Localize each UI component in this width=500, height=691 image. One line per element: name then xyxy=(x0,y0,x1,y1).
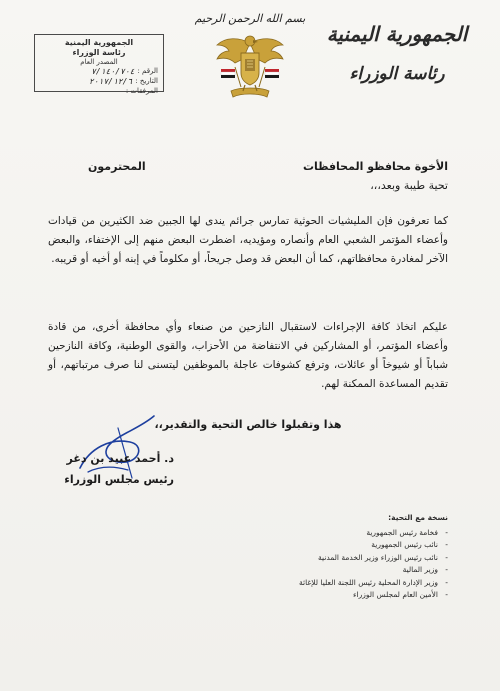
basmala: بسم الله الرحمن الرحيم xyxy=(194,12,306,25)
greeting: تحية طيبة وبعد،،، xyxy=(370,179,448,192)
republic-title: الجمهورية اليمنية xyxy=(326,22,468,46)
stamp-date-value: ٢٠١٧/١٢/٦ xyxy=(88,76,133,86)
reference-stamp xyxy=(34,34,164,95)
body-paragraph-2: عليكم اتخاذ كافة الإجراءات لاستقبال النازحين من صنعاء وأي محافظة أخرى، من قادة وأعضاء المؤتمر، أو المشاركين في الانتفاضة من الأحزاب، والقوى الوطنية، وكافة النازحين شباباً أو شيوخاً أو عائلات، وترفع كشوفات عاجلة بالموظفين ليتسنى لنا صرف مرتباتهم، أو تقديم المساعدة الممكنة لهم. xyxy=(48,321,448,390)
yemen-eagle-emblem-icon xyxy=(213,29,287,111)
cc-item: - وزير المالية xyxy=(228,564,448,577)
cc-item: - نائب رئيس الجمهورية xyxy=(228,539,448,552)
stamp-title-line1: الجمهورية اليمنية xyxy=(64,38,134,47)
cc-item: - الأمين العام لمجلس الوزراء xyxy=(228,589,448,602)
honorific: المحترمون xyxy=(88,160,146,173)
stamp-title-line3: المصدر العام xyxy=(80,58,118,66)
signer-name: د. أحمد عبيد بن دغر xyxy=(66,452,174,465)
cc-item: - فخامة رئيس الجمهورية xyxy=(228,527,448,540)
signer-block xyxy=(54,448,174,490)
cc-item: - نائب رئيس الوزراء وزير الخدمة المدنية xyxy=(228,552,448,565)
addressee-block xyxy=(48,160,448,192)
letterhead-right xyxy=(322,22,472,84)
stamp-date-label: التاريخ : xyxy=(135,77,158,86)
signer-title: رئيس مجلس الوزراء xyxy=(64,473,174,486)
stamp-date-row xyxy=(40,77,158,87)
stamp-attach-row xyxy=(40,87,158,96)
letterhead-center xyxy=(190,12,310,111)
addressee: الأخوة محافظو المحافظات xyxy=(302,160,448,173)
cc-title: نسخة مع التحية: xyxy=(388,513,448,522)
stamp-ref-label: الرقم : xyxy=(137,67,158,76)
cc-list xyxy=(228,512,448,602)
ministry-title: رئاسة الوزراء xyxy=(349,64,445,84)
stamp-ref-value: ٧/١٤٠/٧٠٤ xyxy=(91,66,135,76)
stamp-attach-label: المرفقات : xyxy=(125,86,158,95)
cc-item: - وزير الإدارة المحلية رئيس اللجنة العليا للإغاثة xyxy=(228,577,448,590)
stamp-title-line2: رئاسة الوزراء xyxy=(72,48,126,57)
body-paragraph-1: كما تعرفون فإن المليشيات الحوثية تمارس جرائم يندى لها الجبين ضد الكثيرين من قيادات وأعضاء المؤتمر الشعبي العام وأنصاره ومؤيديه، اضطرت البعض منهم إلى الإختفاء، والبعض الآخر لمغادرة محافظاتهم، كما أن البعض قد وصل جريحاً، أو مكلوماً في إبنه أو أخيه أو قريبه. xyxy=(48,215,448,265)
stamp-ref-row xyxy=(40,67,158,77)
closing-line: هذا وتقبلوا خالص التحية والتقدير،، xyxy=(154,418,342,431)
